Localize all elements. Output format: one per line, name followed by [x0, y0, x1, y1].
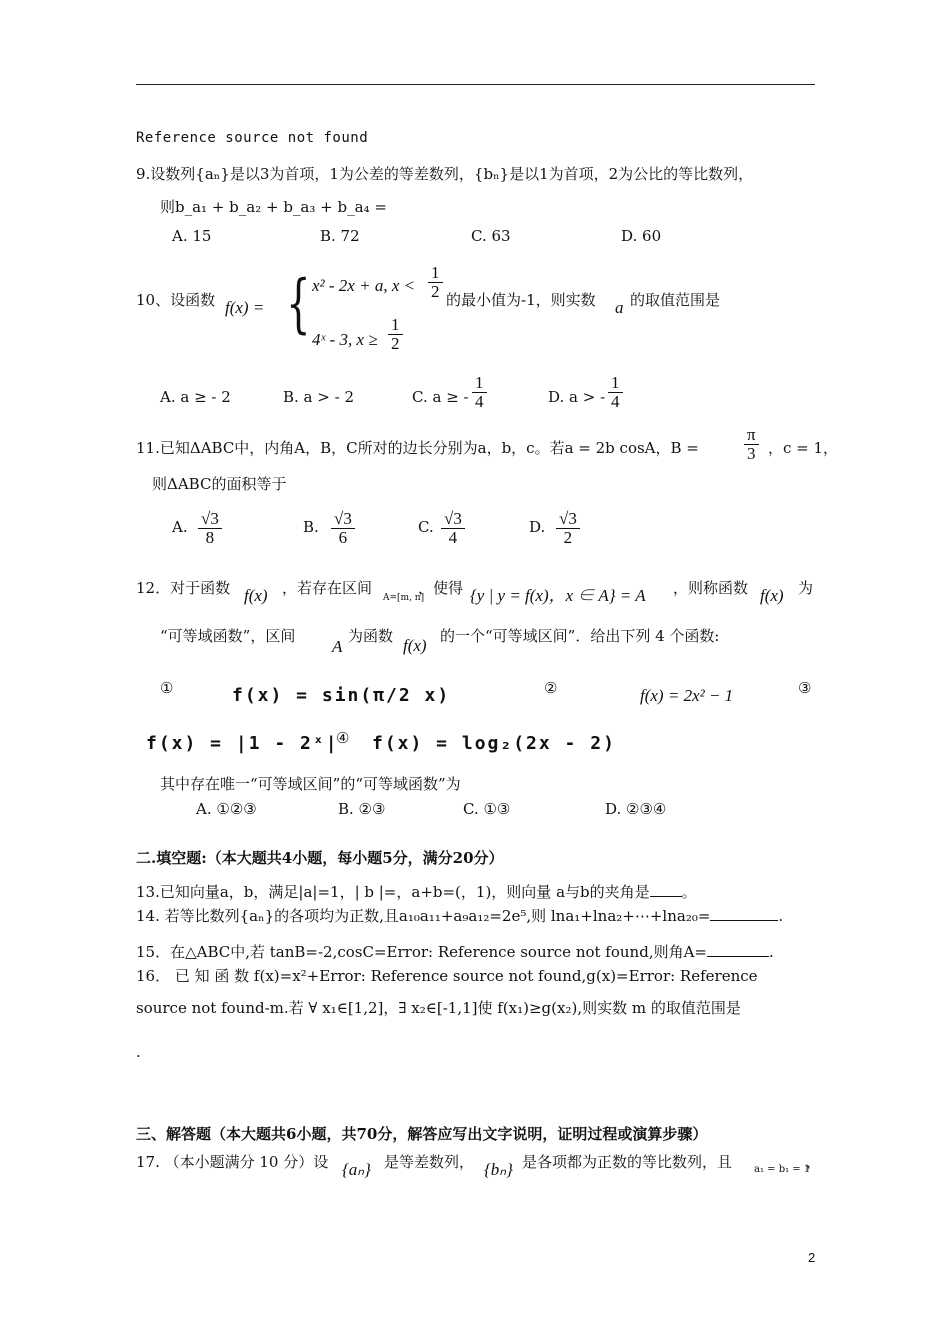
fraction-denominator: 8 [205, 527, 215, 547]
q12-f2-label: ② [544, 679, 558, 697]
q10-option-c-fraction [472, 374, 487, 411]
section-fill-in-heading: 二.填空题:（本大题共4小题，每小题5分，满分20分） [136, 849, 504, 867]
q16-line2: source not found-m.若 ∀ x₁∈[1,2]，∃ x₂∈[-1,1]使 f(x₁)≥g(x₂),则实数 m 的取值范围是 [136, 999, 741, 1017]
q11-option-b-label: B. [303, 518, 319, 536]
q12-interval: A=[m, n] [383, 593, 425, 603]
q12-f1: f(x) = sin(π/2 x) [232, 685, 451, 706]
q12-option-b: B. ②③ [338, 800, 386, 818]
q12-option-d: D. ②③④ [605, 800, 667, 818]
q11-option-c-fraction [441, 510, 465, 547]
q11-option-d-label: D. [529, 518, 546, 536]
q12-interval-A: A [332, 637, 343, 656]
q9-option-b: B. 72 [320, 227, 360, 245]
q15: 15．在△ABC中,若 tanB=-2,cosC=Error: Reference source not found,则角A= . [136, 943, 774, 961]
q10-option-c: C. a ≥ - [412, 388, 469, 406]
q11-option-c-label: C. [418, 518, 434, 536]
q9-line1: 9.设数列{aₙ}是以3为首项，1为公差的等差数列，{bₙ}是以1为首项，2为公比的等比数列， [136, 165, 754, 183]
header-rule [136, 84, 815, 85]
q12-f4: f(x) = log₂(2x - 2) [372, 733, 616, 754]
q12-set: {y | y = f(x)，x ∈ A} = A [470, 586, 646, 605]
q10-case2: 4ˣ - 3, x ≥ [312, 330, 378, 349]
q10-option-d-fraction [608, 374, 623, 411]
q12-f3-label: ③ [798, 679, 812, 697]
q11-line1: 11.已知ΔABC中，内角A，B，C所对的边长分别为a，b，c。若a = 2b cosA，B = [136, 439, 699, 457]
q15-answer-blank[interactable] [707, 956, 769, 957]
q12-option-a: A. ①②③ [196, 800, 257, 818]
q12-line1b: ，若存在区间 [282, 579, 373, 597]
q15-text: 15．在△ABC中,若 tanB=-2,cosC=Error: Reference source not found,则角A= [136, 943, 707, 961]
q17-mid: 是等差数列， [384, 1153, 475, 1171]
q10-option-a: A. a ≥ - 2 [160, 388, 231, 406]
q10-tail2: 的取值范围是 [630, 291, 721, 309]
q11-pi-fraction [744, 426, 759, 463]
q12-line2c: 的一个“可等域区间”．给出下列 4 个函数: [440, 627, 720, 645]
q11-line2: 则ΔABC的面积等于 [152, 475, 287, 493]
q14-text: 14. 若等比数列{aₙ}的各项均为正数,且a₁₀a₁₁+a₉a₁₂=2e⁵,则 lna₁+lna₂+⋯+lna₂₀= [136, 907, 711, 925]
fraction-denominator: 3 [747, 443, 756, 463]
header-note: Reference source not found [136, 130, 369, 146]
q14: 14. 若等比数列{aₙ}的各项均为正数,且a₁₀a₁₁+a₉a₁₂=2e⁵,则 lna₁+lna₂+⋯+lna₂₀= . [136, 907, 784, 925]
q12-fx-1: f(x) [244, 586, 268, 605]
q10-tail: 的最小值为-1，则实数 [446, 291, 596, 309]
fraction-denominator: 4 [448, 527, 458, 547]
fraction-denominator: 4 [611, 391, 620, 411]
q16-line3: . [136, 1043, 141, 1061]
piecewise-brace: { [286, 267, 311, 341]
q11-option-b-fraction [331, 510, 355, 547]
fraction-denominator: 2 [391, 333, 400, 353]
fraction-numerator: 1 [428, 264, 443, 283]
q12-fx-2: f(x) [760, 586, 784, 605]
q11-option-a-fraction [198, 510, 222, 547]
q10-option-b: B. a > - 2 [283, 388, 354, 406]
fraction-denominator: 2 [431, 281, 440, 301]
q12-line1c: ，使得 [418, 579, 464, 597]
q12-f2: f(x) = 2x² − 1 [640, 686, 734, 705]
q16-line1: 16． 已 知 函 数 f(x)=x²+Error: Reference source not found,g(x)=Error: Reference [136, 967, 758, 985]
q11-option-a-label: A. [172, 518, 188, 536]
q10-case1-fraction [428, 264, 443, 301]
q9-line2: 则b_a₁ + b_a₂ + b_a₃ + b_a₄ = [160, 198, 387, 216]
fraction-numerator: √3 [198, 510, 222, 529]
q10-case1: x² - 2x + a, x < [312, 276, 416, 295]
fraction-numerator: 1 [388, 316, 403, 335]
q12-f4-label: ④ [336, 729, 350, 747]
fraction-denominator: 6 [338, 527, 348, 547]
q17-tail: 是各项都为正数的等比数列，且 [522, 1153, 733, 1171]
q10-option-d: D. a > - [548, 388, 606, 406]
q17-bn: {bₙ} [484, 1160, 513, 1179]
fraction-numerator: 1 [608, 374, 623, 393]
fraction-denominator: 4 [475, 391, 484, 411]
q12-line1d: ，则称函数 [673, 579, 749, 597]
q13-answer-blank[interactable] [650, 896, 682, 897]
q11-line1-tail: ，c = 1， [768, 439, 839, 457]
q10-case2-fraction [388, 316, 403, 353]
q14-answer-blank[interactable] [710, 920, 778, 921]
q11-option-d-fraction [556, 510, 580, 547]
q12-f3: f(x) = |1 - 2ˣ| [146, 733, 339, 754]
q9-option-c: C. 63 [471, 227, 511, 245]
fraction-numerator: √3 [556, 510, 580, 529]
q17-cond: a₁ = b₁ = 1 [754, 1164, 811, 1175]
q12-option-c: C. ①③ [463, 800, 511, 818]
fraction-numerator: π [744, 426, 759, 445]
q12-f1-label: ① [160, 679, 174, 697]
q10-fx: f(x) = [225, 298, 265, 317]
q9-option-d: D. 60 [621, 227, 662, 245]
q17-lead: 17. （本小题满分 10 分）设 [136, 1153, 329, 1171]
fraction-numerator: √3 [331, 510, 355, 529]
q12-question: 其中存在唯一“可等域区间”的“可等域函数”为 [160, 775, 461, 793]
fraction-numerator: √3 [441, 510, 465, 529]
q13-text: 13.已知向量a，b，满足|a|=1，| b |=，a+b=(，1)，则向量 a与b的夹角是 [136, 883, 650, 901]
page-number: 2 [808, 1250, 816, 1265]
fraction-denominator: 2 [563, 527, 573, 547]
q17-an: {aₙ} [342, 1160, 371, 1179]
q10-var-a: a [615, 298, 624, 317]
q17-end: ， [806, 1153, 822, 1171]
q12-line2b: 为函数 [348, 627, 394, 645]
q13: 13.已知向量a，b，满足|a|=1，| b |=，a+b=(，1)，则向量 a与b的夹角是 。 [136, 883, 697, 901]
q12-line1e: 为 [798, 579, 814, 597]
q12-fx-3: f(x) [403, 636, 427, 655]
q12-line1a: 12．对于函数 [136, 579, 231, 597]
fraction-numerator: 1 [472, 374, 487, 393]
q12-line2a: “可等域函数”，区间 [160, 627, 296, 645]
q10-lead: 10、设函数 [136, 291, 216, 309]
q9-option-a: A. 15 [172, 227, 212, 245]
section-solutions-heading: 三、解答题（本大题共6小题，共70分，解答应写出文字说明，证明过程或演算步骤） [136, 1125, 708, 1143]
